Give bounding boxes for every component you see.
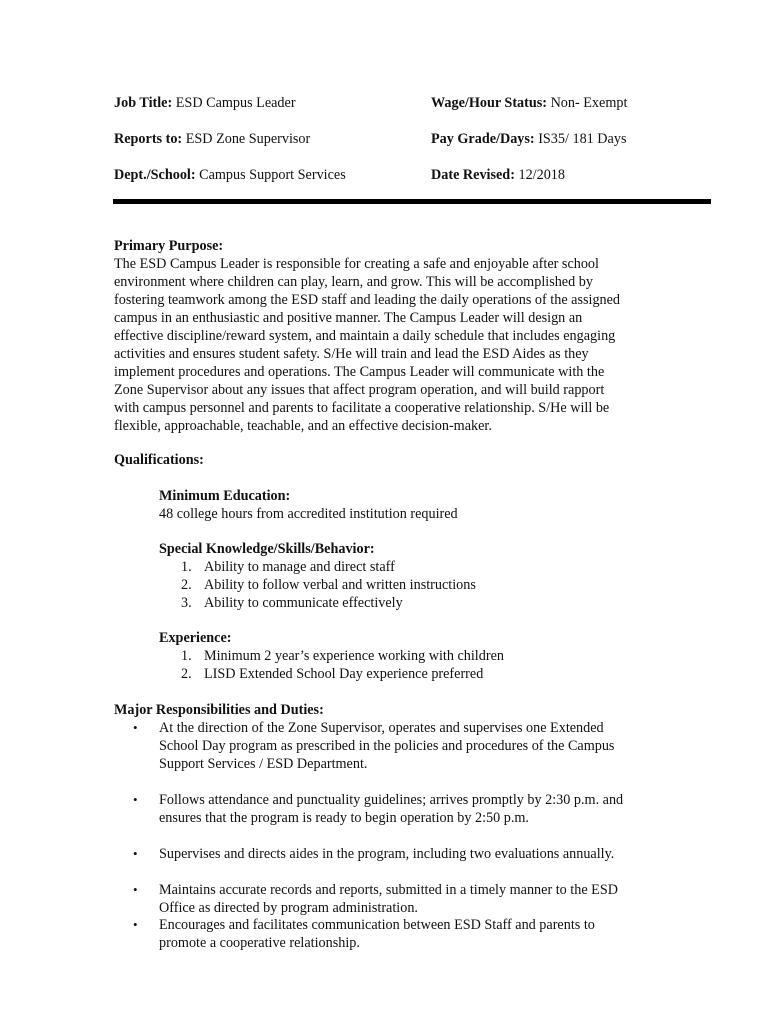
minimum-education-value: 48 college hours from accredited institution required (159, 506, 458, 522)
purpose-line: The ESD Campus Leader is responsible for creating a safe and enjoyable after school (114, 256, 599, 272)
purpose-line: fostering teamwork among the ESD staff and leading the daily operations of the assigned (114, 292, 621, 308)
minimum-education-section (159, 487, 679, 523)
purpose-line: campus in an enthusiastic and positive manner. The Campus Leader will design an (114, 310, 583, 326)
bullet-icon: • (133, 846, 138, 861)
primary-purpose-section (114, 237, 674, 435)
skills-heading: Special Knowledge/Skills/Behavior: (159, 541, 375, 557)
list-item: 2. LISD Extended School Day experience preferred (181, 666, 484, 682)
date-revised-label: Date Revised: (431, 167, 515, 183)
bullet-icon: • (133, 917, 138, 932)
experience-section (159, 629, 679, 683)
bullet-icon: • (133, 792, 138, 807)
header-row-3 (114, 166, 714, 184)
bullet-icon: • (133, 720, 138, 735)
reports-to-field (114, 130, 310, 148)
document-page: Job Title: ESD Campus Leader Wage/Hour Status: Non- Exempt Reports to: ESD Zone Supervisor Pay Grade/Days: IS35/ 181 Days Dept./School: Campus Support Services Date Revised: 12/2018 Primary Purpose: The ESD Campus Leader is responsible for creating a safe and enjoyable after school environment where children can play, learn, and grow. This will be accomplished by fostering teamwork among the ESD staff and leading the daily operations of the assigned campus in an enthusiastic and positive manner. The Campus Leader will design an effective discipline/reward system, and maintain a daily schedule that includes engaging activities and ensures student safety. S/He will train and lead the ESD Aides as they implement procedures and operations. The Campus Leader will communicate with the Zone Supervisor about any issues that affect program operation, and will build rapport with campus personnel and parents to facilitate a cooperative relationship. S/He will be flexible, approachable, teachable, and an effective decision-maker. Qualifications: Minimum Education: 48 college hours from accredited institution required Special Knowledge/Skills/Behavior: 1. Ability to manage and direct staff 2. Ability to follow verbal and written instructions 3. Ability to communicate effectively Experience: 1. Minimum 2 year’s experience working with children 2. LISD Extended School Day experience preferred Major Responsibilities and Duties: • At the direction of the Zone Supervisor, operates and supervises one Extended School Day program as prescribed in the policies and procedures of the Campus Support Services / ESD Department. • Follows attendance and punctuality guidelines; arrives promptly by 2:30 p.m. and ensures that the program is ready to begin operation by 2:50 p.m. • Supervises and directs aides in the program, including two evaluations annually. • Maintains accurate records and reports, submitted in a timely manner to the ESD Office as directed by program administration. • Encourages and facilitates communication between ESD Staff and parents to promote a cooperative relationship. (0, 0, 770, 1024)
skills-list (159, 558, 679, 612)
pay-grade-field (431, 130, 626, 148)
reports-to-label: Reports to: (114, 131, 183, 147)
experience-list (159, 647, 679, 683)
pay-grade-label: Pay Grade/Days: (431, 131, 535, 147)
header-divider (113, 199, 711, 204)
list-item: 2. Ability to follow verbal and written instructions (181, 577, 476, 593)
job-title-value: ESD Campus Leader (172, 95, 296, 111)
job-title-label: Job Title: (114, 95, 173, 111)
dept-school-field (114, 166, 346, 184)
minimum-education-heading: Minimum Education: (159, 488, 291, 504)
pay-grade-value: IS35/ 181 Days (534, 131, 627, 147)
purpose-line: with campus personnel and parents to facilitate a cooperative relationship. S/He will be (114, 400, 610, 416)
wage-status-label: Wage/Hour Status: (431, 95, 548, 111)
header-row-1 (114, 94, 714, 112)
purpose-line: effective discipline/reward system, and maintain a daily schedule that includes engaging (114, 328, 616, 344)
date-revised-field (431, 166, 565, 184)
date-revised-value: 12/2018 (514, 167, 565, 183)
primary-purpose-text (114, 255, 674, 435)
primary-purpose-heading: Primary Purpose: (114, 238, 224, 254)
job-title-field (114, 94, 296, 112)
experience-heading: Experience: (159, 630, 232, 646)
list-item: 1. Minimum 2 year’s experience working with children (181, 648, 504, 664)
purpose-line: Zone Supervisor about any issues that affect program operation, and will build rapport (114, 382, 605, 398)
duties-heading: Major Responsibilities and Duties: (114, 702, 324, 718)
wage-status-field (431, 94, 627, 112)
header-row-2 (114, 130, 714, 148)
purpose-line: implement procedures and operations. The Campus Leader will communicate with the (114, 364, 605, 380)
list-item: 1. Ability to manage and direct staff (181, 559, 395, 575)
purpose-line: environment where children can play, learn, and grow. This will be accomplished by (114, 274, 593, 290)
reports-to-value: ESD Zone Supervisor (182, 131, 311, 147)
purpose-line: activities and ensures student safety. S/He will train and lead the ESD Aides as they (114, 346, 589, 362)
purpose-line: flexible, approachable, teachable, and an effective decision-maker. (114, 418, 492, 434)
skills-section (159, 540, 679, 612)
qualifications-heading: Qualifications: (114, 452, 204, 468)
dept-school-value: Campus Support Services (195, 167, 346, 183)
list-item: 3. Ability to communicate effectively (181, 595, 403, 611)
wage-status-value: Non- Exempt (547, 95, 628, 111)
dept-school-label: Dept./School: (114, 167, 196, 183)
bullet-icon: • (133, 882, 138, 897)
